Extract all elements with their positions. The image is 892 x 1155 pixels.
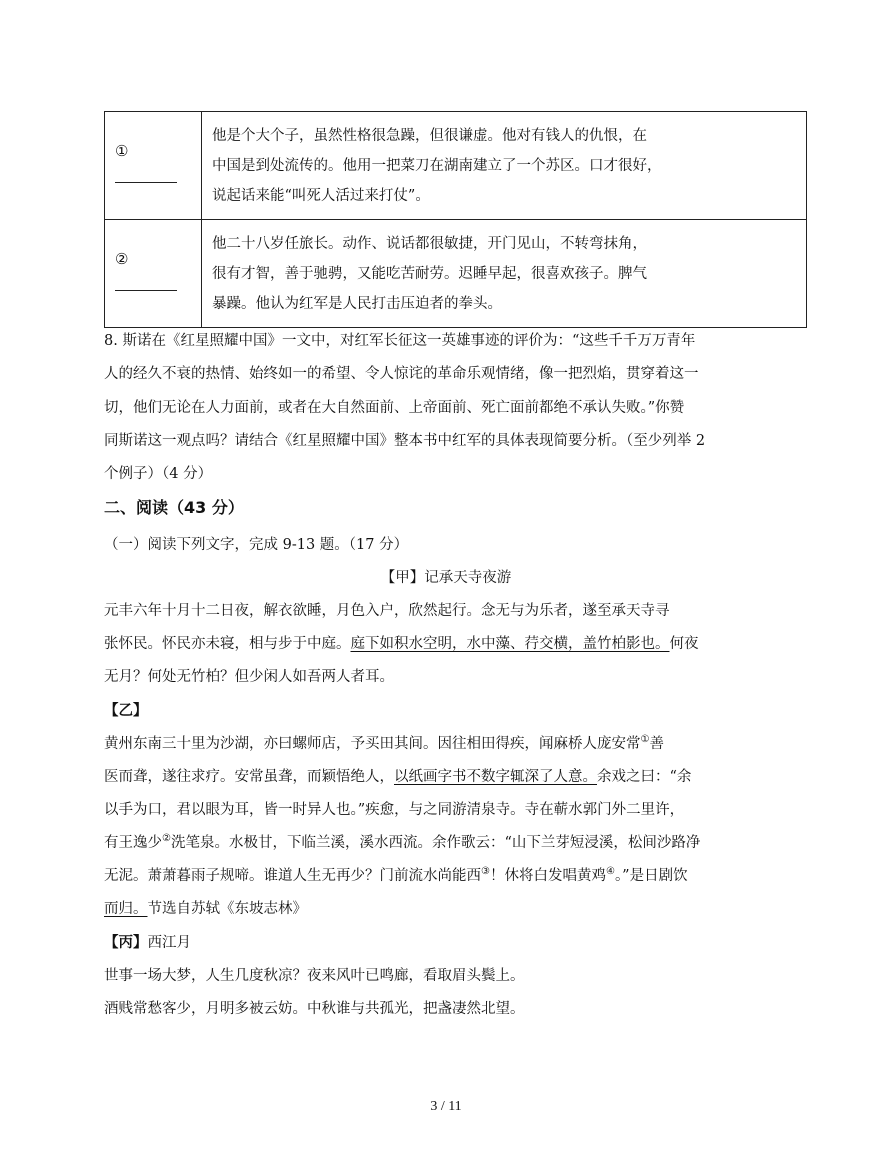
question-8-line: 切，他们无论在人力面前，或者在大自然面前、上帝面前、死亡面前都绝不承认失败。”你赞 <box>104 400 685 416</box>
passage-line: 医而聋，遂往求疗。安常虽聋，而颖悟绝人，以纸画字书不数字辄深了人意。余戏之曰：“余 <box>104 769 692 785</box>
section-heading: 二、阅读（43 分） <box>104 498 244 517</box>
passage-line: 无月？何处无竹柏？但少闲人如吾两人者耳。 <box>104 669 394 685</box>
passage-bing-title: 【丙】西江月 <box>104 934 191 951</box>
row-number: ① <box>115 142 129 160</box>
passage-line: 元丰六年十月十二日夜，解衣欲睡，月色入户，欣然起行。念无与为乐者，遂至承天寺寻 <box>104 603 670 619</box>
description-line: 暴躁。他认为红军是人民打击压迫者的拳头。 <box>212 296 502 312</box>
description-line: 中国是到处流传的。他用一把菜刀在湖南建立了一个苏区。口才很好， <box>212 158 662 174</box>
passage-yi-title: 【乙】 <box>104 702 148 719</box>
description-line: 他二十八岁任旅长。动作、说话都很敏捷，开门见山，不转弯抹角， <box>212 236 647 252</box>
table-cell-number <box>105 112 202 219</box>
passage-line: 以手为口，君以眼为耳，皆一时异人也。”疾愈，与之同游清泉寺。寺在蕲水郭门外二里许， <box>104 802 685 818</box>
question-8-line: 同斯诺这一观点吗？请结合《红星照耀中国》整本书中红军的具体表现简要分析。（至少列举 2 <box>104 433 706 449</box>
table-row <box>105 220 806 327</box>
page-number: 3 / 11 <box>430 1099 462 1114</box>
answer-blank[interactable] <box>115 182 177 183</box>
underlined-sentence: 庭下如积水空明，水中藻、荇交横，盖竹柏影也。 <box>350 636 670 652</box>
footnote-marker: ③ <box>481 866 490 878</box>
poem-line: 世事一场大梦，人生几度秋凉？夜来风叶已鸣廊，看取眉头鬓上。 <box>104 968 525 984</box>
footnote-marker: ① <box>640 734 650 746</box>
description-line: 很有才智，善于驰骋，又能吃苦耐劳。迟睡早起，很喜欢孩子。脾气 <box>212 266 647 282</box>
row-number: ② <box>115 250 129 268</box>
table-cell-description <box>202 112 806 219</box>
passage-line: 黄州东南三十里为沙湖，亦曰螺师店，予买田其间。因往相田得疾，闻麻桥人庞安常①善 <box>104 734 664 752</box>
underlined-sentence: 而归。 <box>104 901 148 917</box>
footnote-marker: ② <box>162 833 171 845</box>
source-note: 节选自苏轼《东坡志林》 <box>147 901 307 917</box>
table-cell-number <box>105 220 202 327</box>
table-cell-description <box>202 220 806 327</box>
question-8-line: 人的经久不衰的热情、始终如一的希望、令人惊诧的革命乐观情绪，像一把烈焰，贯穿着这一 <box>104 366 699 382</box>
table-row <box>105 112 806 220</box>
passage-jia-title: 【甲】记承天寺夜游 <box>380 570 512 586</box>
passage-line: 张怀民。怀民亦未寝，相与步于中庭。庭下如积水空明，水中藻、荇交横，盖竹柏影也。何夜 <box>104 636 699 652</box>
footnote-marker: ④ <box>605 866 615 878</box>
character-table <box>104 111 807 328</box>
description-line: 说起话来能“叫死人活过来打仗”。 <box>212 188 430 204</box>
underlined-sentence: 以纸画字书不数字辄深了人意。 <box>394 769 597 785</box>
answer-blank[interactable] <box>115 290 177 291</box>
part-intro: （一）阅读下列文字，完成 9-13 题。（17 分） <box>104 537 409 553</box>
question-8-line: 个例子）（4 分） <box>104 466 213 482</box>
passage-line: 无泥。萧萧暮雨子规啼。谁道人生无再少？门前流水尚能西③！休将白发唱黄鸡④。”是日剧饮 <box>104 866 688 884</box>
passage-line <box>104 897 307 918</box>
poem-line: 酒贱常愁客少，月明多被云妨。中秋谁与共孤光，把盏凄然北望。 <box>104 1001 525 1017</box>
passage-line: 有王逸少②洗笔泉。水极甘，下临兰溪，溪水西流。余作歌云：“山下兰芽短浸溪，松间沙路净 <box>104 833 701 851</box>
description-line: 他是个大个子，虽然性格很急躁，但很谦虚。他对有钱人的仇恨，在 <box>212 128 647 144</box>
question-8-line: 8. 斯诺在《红星照耀中国》一文中，对红军长征这一英雄事迹的评价为：“这些千千万万青年 <box>104 333 696 349</box>
